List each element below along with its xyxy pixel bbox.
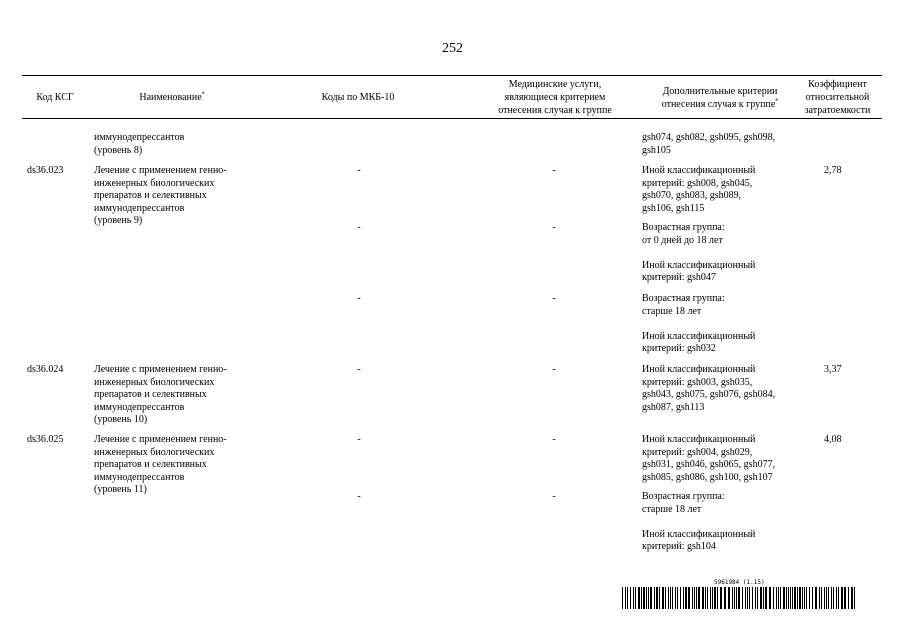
- barcode-bar: [646, 587, 647, 609]
- table-top-rule: [22, 75, 882, 76]
- barcode-bar: [778, 587, 779, 609]
- barcode-bar: [841, 587, 843, 609]
- barcode-bar: [650, 587, 652, 609]
- barcode-bar: [724, 587, 726, 609]
- barcode-bar: [692, 587, 693, 609]
- barcode-bar: [851, 587, 853, 609]
- barcode-bar: [765, 587, 767, 609]
- services-cell: -: [552, 491, 556, 502]
- barcode-bar: [792, 587, 793, 609]
- coefficient-cell: 2,78: [824, 165, 842, 176]
- mkb-cell: -: [357, 364, 361, 375]
- barcode-bar: [742, 587, 743, 609]
- barcode-bar: [788, 587, 789, 609]
- barcode-bar: [752, 587, 753, 609]
- barcode-bar: [732, 587, 733, 609]
- code-cell: ds36.023: [27, 165, 64, 176]
- barcode-bar: [688, 587, 690, 609]
- barcode-bar: [833, 587, 834, 609]
- table-header-rule: [22, 118, 882, 119]
- code-cell: ds36.024: [27, 364, 64, 375]
- barcode-bar: [826, 587, 827, 609]
- footnote-star: *: [775, 98, 779, 105]
- barcode-bar: [675, 587, 676, 609]
- services-cell: -: [552, 165, 556, 176]
- barcode-bar: [844, 587, 846, 609]
- barcode-bar: [672, 587, 673, 609]
- barcode-bar: [707, 587, 708, 609]
- barcode-bar: [638, 587, 640, 609]
- page-number: 252: [442, 41, 463, 56]
- barcode-bar: [769, 587, 771, 609]
- services-cell: -: [552, 364, 556, 375]
- barcode-bar: [702, 587, 704, 609]
- barcode-bar: [714, 587, 716, 609]
- barcode-bar: [749, 587, 750, 609]
- barcode-bar: [819, 587, 820, 609]
- mkb-cell: -: [357, 293, 361, 304]
- criteria-cell: Иной классификационный критерий: gsh008, gsh045, gsh070, gsh083, gsh089, gsh106, gsh115: [642, 165, 756, 214]
- barcode-bar: [799, 587, 801, 609]
- header-coefficient: Коэффициент относительной затратоемкости: [804, 79, 871, 116]
- barcode-bar: [720, 587, 722, 609]
- barcode-bar: [815, 587, 817, 609]
- barcode-bar: [659, 587, 660, 609]
- barcode-bar: [794, 587, 796, 609]
- barcode-bar: [677, 587, 678, 609]
- barcode-bar: [760, 587, 762, 609]
- barcode-bar: [755, 587, 756, 609]
- name-cell: Лечение с применением генно- инженерных биологических препаратов и селективных иммунодепрессантов (уровень 9): [94, 165, 227, 226]
- barcode-bar: [797, 587, 798, 609]
- barcode-bar: [738, 587, 740, 609]
- services-cell: -: [552, 434, 556, 445]
- barcode-bar: [712, 587, 713, 609]
- barcode-bar: [780, 587, 781, 609]
- barcode-bar: [696, 587, 697, 609]
- barcode-bar: [635, 587, 636, 609]
- criteria-cell: gsh074, gsh082, gsh095, gsh098, gsh105: [642, 132, 776, 156]
- barcode-bar: [633, 587, 634, 609]
- barcode-bar: [831, 587, 832, 609]
- barcode-bar: [783, 587, 785, 609]
- barcode-bar: [656, 587, 658, 609]
- barcode-bar: [698, 587, 700, 609]
- barcode-bar: [668, 587, 669, 609]
- barcode-bar: [670, 587, 671, 609]
- barcode-bar: [622, 587, 623, 609]
- criteria-cell: Возрастная группа: старше 18 лет Иной классификационный критерий: gsh032: [642, 293, 756, 354]
- barcode-bar: [736, 587, 737, 609]
- barcode-bar: [809, 587, 810, 609]
- barcode: [622, 587, 856, 609]
- criteria-cell: Иной классификационный критерий: gsh003, gsh035, gsh043, gsh075, gsh076, gsh084, gsh087, gsh113: [642, 364, 776, 413]
- name-cell: иммунодепрессантов (уровень 8): [94, 132, 185, 156]
- barcode-bar: [625, 587, 626, 609]
- barcode-bar: [824, 587, 825, 609]
- mkb-cell: -: [357, 434, 361, 445]
- mkb-cell: -: [357, 222, 361, 233]
- barcode-bar: [643, 587, 645, 609]
- barcode-bar: [728, 587, 730, 609]
- header-services: Медицинские услуги, являющиеся критерием отнесения случая к группе: [498, 79, 612, 116]
- barcode-bar: [828, 587, 829, 609]
- barcode-bar: [683, 587, 684, 609]
- barcode-bar: [710, 587, 711, 609]
- barcode-bar: [654, 587, 655, 609]
- barcode-bar: [757, 587, 758, 609]
- barcode-bar: [747, 587, 748, 609]
- coefficient-cell: 3,37: [824, 364, 842, 375]
- barcode-bar: [627, 587, 628, 609]
- barcode-bar: [776, 587, 777, 609]
- barcode-bar: [773, 587, 774, 609]
- barcode-bar: [717, 587, 718, 609]
- barcode-bar: [806, 587, 807, 609]
- barcode-bar: [821, 587, 822, 609]
- barcode-bar: [854, 587, 855, 609]
- barcode-bar: [665, 587, 666, 609]
- barcode-bar: [705, 587, 706, 609]
- footnote-star: *: [201, 91, 205, 98]
- criteria-cell: Возрастная группа: от 0 дней до 18 лет Иной классификационный критерий: gsh047: [642, 222, 756, 283]
- barcode-bar: [685, 587, 687, 609]
- barcode-bar: [680, 587, 681, 609]
- barcode-bar: [648, 587, 649, 609]
- services-cell: -: [552, 293, 556, 304]
- barcode-bar: [734, 587, 735, 609]
- barcode-bar: [838, 587, 839, 609]
- header-mkb: Коды по МКБ-10: [321, 92, 395, 103]
- header-code: Код КСГ: [36, 92, 74, 103]
- header-criteria: Дополнительные критерии отнесения случая к группе*: [661, 86, 779, 110]
- coefficient-cell: 4,08: [824, 434, 842, 445]
- barcode-bar: [745, 587, 746, 609]
- barcode-bar: [812, 587, 813, 609]
- mkb-cell: -: [357, 491, 361, 502]
- mkb-cell: -: [357, 165, 361, 176]
- code-cell: ds36.025: [27, 434, 64, 445]
- header-name: Наименование*: [139, 91, 205, 103]
- barcode-bar: [802, 587, 803, 609]
- barcode-bar: [848, 587, 849, 609]
- barcode-bar: [694, 587, 695, 609]
- barcode-bar: [630, 587, 631, 609]
- barcode-bar: [790, 587, 791, 609]
- barcode-number: 5961984 (1.15): [714, 579, 765, 586]
- criteria-cell: Иной классификационный критерий: gsh004, gsh029, gsh031, gsh046, gsh065, gsh077, gsh085, gsh086, gsh100, gsh107: [642, 434, 776, 483]
- barcode-bar: [641, 587, 642, 609]
- services-cell: -: [552, 222, 556, 233]
- name-cell: Лечение с применением генно- инженерных биологических препаратов и селективных иммунодепрессантов (уровень 10): [94, 364, 227, 425]
- criteria-cell: Возрастная группа: старше 18 лет Иной классификационный критерий: gsh104: [642, 491, 756, 552]
- barcode-bar: [763, 587, 764, 609]
- barcode-bar: [836, 587, 837, 609]
- name-cell: Лечение с применением генно- инженерных биологических препаратов и селективных иммунодепрессантов (уровень 11): [94, 434, 227, 495]
- barcode-bar: [804, 587, 805, 609]
- barcode-bar: [662, 587, 664, 609]
- barcode-bar: [786, 587, 787, 609]
